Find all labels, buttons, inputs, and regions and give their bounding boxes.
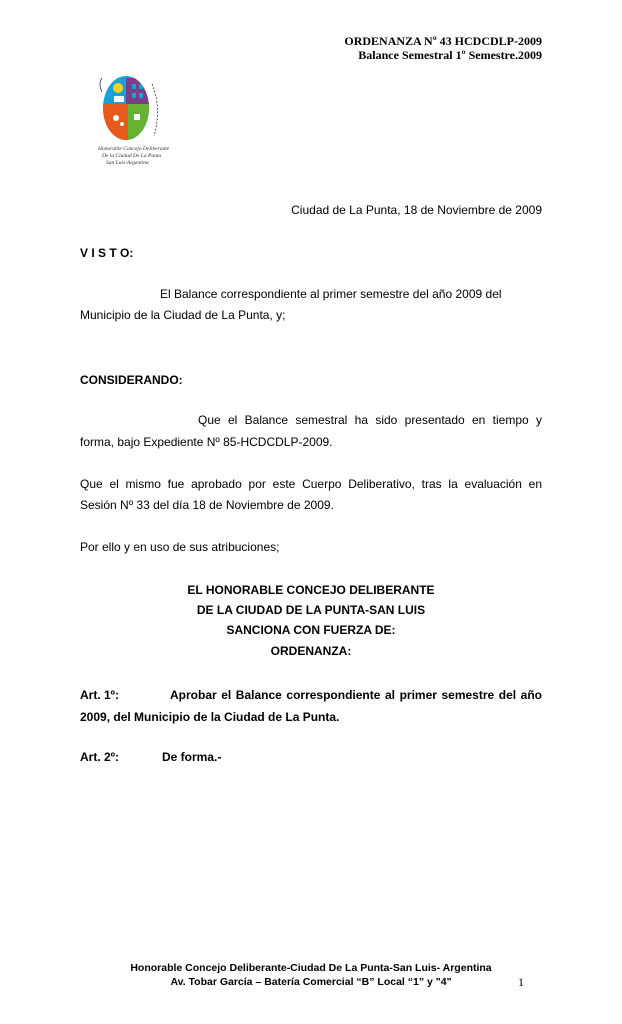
considerando-paragraph-1-line-1: Que el Balance semestral ha sido presentado en tiempo y bbox=[198, 413, 542, 427]
resolution-line-1: EL HONORABLE CONCEJO DELIBERANTE bbox=[187, 583, 435, 597]
footer-line-2: Av. Tobar García – Batería Comercial “B” Local “1” y "4" bbox=[170, 976, 452, 988]
considerando-paragraph-3: Por ello y en uso de sus atribuciones; bbox=[80, 540, 280, 554]
considerando-paragraph-2-line-2: Sesión Nº 33 del día 18 de Noviembre de 2009. bbox=[80, 498, 334, 512]
article-2-label: Art. 2º: bbox=[80, 750, 120, 764]
visto-heading: V I S T O: bbox=[80, 246, 134, 260]
header-subtitle: Balance Semestral 1º Semestre.2009 bbox=[358, 48, 542, 62]
date-line: Ciudad de La Punta, 18 de Noviembre de 2009 bbox=[291, 203, 542, 217]
resolution-line-4: ORDENANZA: bbox=[270, 644, 352, 658]
page-number: 1 bbox=[518, 975, 524, 989]
considerando-paragraph-2-line-1: Que el mismo fue aprobado por este Cuerpo Deliberativo, tras la evaluación en bbox=[80, 477, 542, 491]
article-1-label: Art. 1º: bbox=[80, 688, 120, 702]
header-title: ORDENANZA Nº 43 HCDCDLP-2009 bbox=[344, 34, 542, 48]
article-2-text: De forma.- bbox=[162, 750, 222, 764]
logo-caption-line-1: Honorable Concejo Deliberante bbox=[98, 146, 170, 152]
footer-line-1: Honorable Concejo Deliberante-Ciudad De La Punta-San Luis- Argentina bbox=[130, 962, 492, 974]
article-1-line-2: 2009, del Municipio de la Ciudad de La Punta. bbox=[80, 710, 340, 724]
article-1-line-1: Aprobar el Balance correspondiente al primer semestre del año bbox=[170, 688, 542, 702]
resolution-line-2: DE LA CIUDAD DE LA PUNTA-SAN LUIS bbox=[196, 603, 426, 617]
visto-paragraph-line-1: El Balance correspondiente al primer semestre del año 2009 del bbox=[160, 287, 502, 301]
considerando-heading: CONSIDERANDO: bbox=[80, 373, 183, 387]
logo-caption-line-3: San Luis-Argentina bbox=[106, 160, 149, 166]
visto-paragraph-line-2: Municipio de la Ciudad de La Punta, y; bbox=[80, 308, 286, 322]
council-logo bbox=[96, 70, 176, 150]
logo-caption-line-2: De la Ciudad De La Punta bbox=[102, 153, 162, 159]
resolution-line-3: SANCIONA CON FUERZA DE: bbox=[226, 623, 396, 637]
logo-caption bbox=[98, 146, 188, 167]
considerando-paragraph-1-line-2: forma, bajo Expediente Nº 85-HCDCDLP-2009. bbox=[80, 435, 333, 449]
